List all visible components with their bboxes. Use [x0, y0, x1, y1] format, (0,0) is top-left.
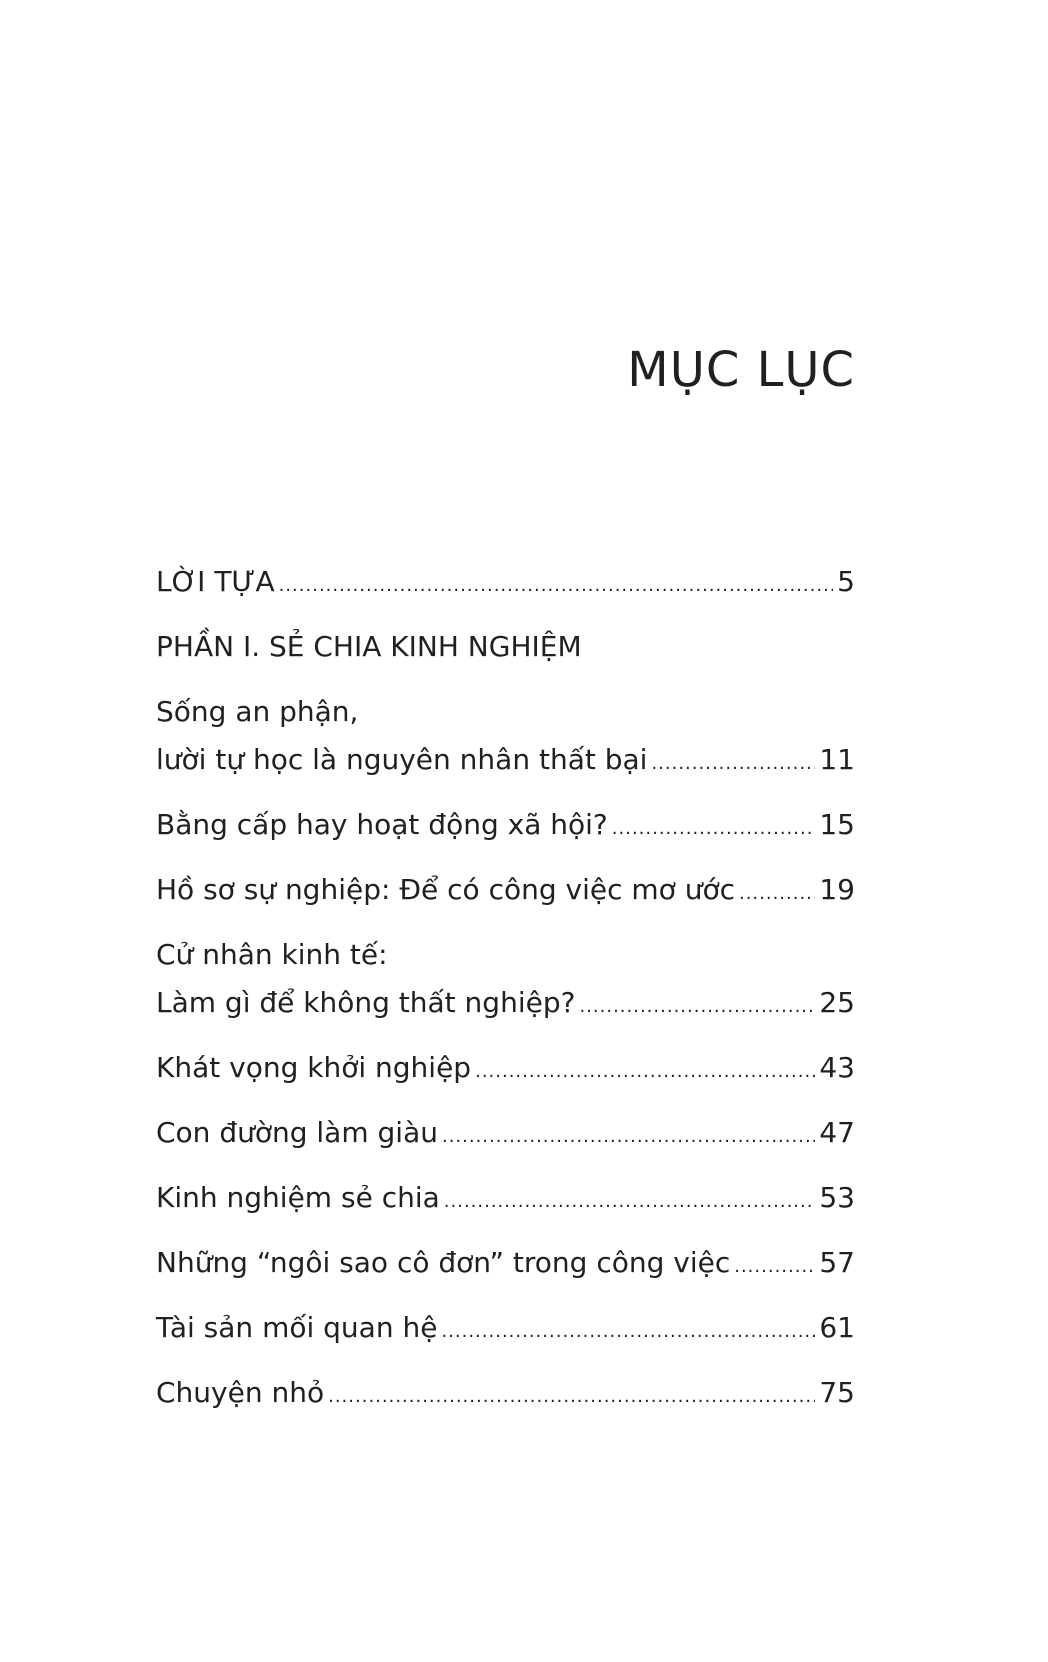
toc-entry-label: Hồ sơ sự nghiệp: Để có công việc mơ ước [156, 873, 735, 906]
toc-leader-dots [651, 740, 815, 788]
toc-entry [156, 1044, 855, 1092]
toc-entry [156, 1174, 855, 1222]
toc-entry [156, 1369, 855, 1417]
toc-entry [156, 801, 855, 849]
toc-entry-label: Kinh nghiệm sẻ chia [156, 1181, 440, 1214]
toc-entry-page: 53 [819, 1181, 855, 1214]
toc-leader-dots [739, 870, 815, 918]
toc-leader-dots [475, 1048, 815, 1096]
toc-leader-dots [279, 562, 834, 610]
page-title: MỤC LỤC [627, 342, 855, 398]
toc-entry-label: Tài sản mối quan hệ [156, 1311, 438, 1344]
toc-leader-dots [734, 1243, 815, 1291]
toc-entry [156, 979, 855, 1027]
toc-entry-first-line: Cử nhân kinh tế: [156, 938, 388, 971]
toc-entry-page: 43 [819, 1051, 855, 1084]
toc-entry-page: 61 [819, 1311, 855, 1344]
toc-entry-first-line: Sống an phận, [156, 695, 359, 728]
toc-entry-label: Chuyện nhỏ [156, 1376, 325, 1409]
toc-entry-label: lười tự học là nguyên nhân thất bại [156, 743, 648, 776]
toc-entry [156, 1304, 855, 1352]
toc-part-heading: PHẦN I. SẺ CHIA KINH NGHIỆM [156, 630, 582, 663]
toc-entry [156, 1239, 855, 1287]
toc-leader-dots [442, 1113, 815, 1161]
toc-entry-label: Khát vọng khởi nghiệp [156, 1051, 472, 1084]
toc-entry-page: 11 [819, 743, 855, 776]
toc-entry-page: 5 [837, 565, 855, 598]
toc-entry [156, 736, 855, 784]
toc-leader-dots [579, 983, 815, 1031]
toc-entry-label: Bằng cấp hay hoạt động xã hội? [156, 808, 608, 841]
toc-leader-dots [444, 1178, 816, 1226]
toc-entry-page: 57 [819, 1246, 855, 1279]
toc-entry-page: 15 [819, 808, 855, 841]
toc-entry-page: 75 [819, 1376, 855, 1409]
toc-entry-page: 19 [819, 873, 855, 906]
toc-entry-label: Những “ngôi sao cô đơn” trong công việc [156, 1246, 731, 1279]
toc-leader-dots [328, 1373, 815, 1421]
toc-entry-label: Làm gì để không thất nghiệp? [156, 986, 576, 1019]
toc-entry [156, 866, 855, 914]
toc-entry-page: 47 [819, 1116, 855, 1149]
toc-entry-label: Con đường làm giàu [156, 1116, 438, 1149]
toc-entry [156, 1109, 855, 1157]
toc-entry-page: 25 [819, 986, 855, 1019]
toc-leader-dots [441, 1308, 815, 1356]
toc-entry-preface [156, 558, 855, 606]
toc-leader-dots [612, 805, 816, 853]
table-of-contents [156, 558, 855, 1417]
toc-entry-label: LỜI TỰA [156, 565, 275, 598]
